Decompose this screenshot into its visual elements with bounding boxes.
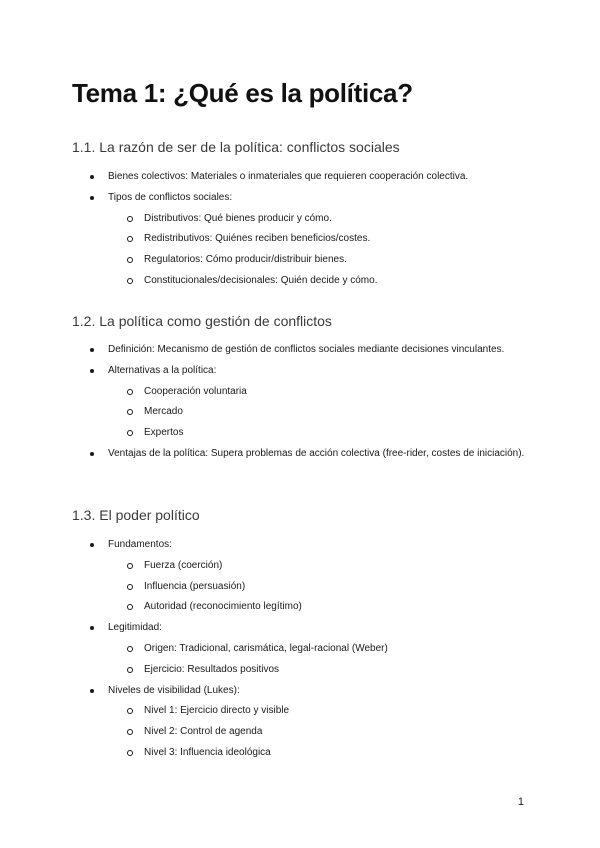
sub-list-item: Regulatorios: Cómo producir/distribuir bienes. <box>108 250 528 271</box>
sub-bullet-list <box>108 701 528 763</box>
sub-list-item: Fuerza (coerción) <box>108 556 528 577</box>
section-1-1 <box>72 138 528 292</box>
sub-bullet-list <box>108 639 528 681</box>
sub-list-item: Nivel 2: Control de agenda <box>108 722 528 743</box>
bullet-list <box>72 535 528 764</box>
list-item <box>72 188 528 292</box>
bullet-list <box>72 167 528 292</box>
list-item <box>72 535 528 618</box>
sub-list-item: Autoridad (reconocimiento legítimo) <box>108 597 528 618</box>
list-item-text: Ventajas de la política: Supera problemas de acción colectiva (free-rider, costes de iniciación). <box>108 447 525 459</box>
sub-list-item: Influencia (persuasión) <box>108 577 528 598</box>
sub-bullet-list <box>108 382 528 444</box>
list-item <box>72 167 528 188</box>
list-item <box>72 444 528 465</box>
list-item-text: Tipos de conflictos sociales: <box>108 191 233 203</box>
sub-list-item: Nivel 3: Influencia ideológica <box>108 743 528 764</box>
sub-list-item: Expertos <box>108 423 528 444</box>
list-item-text: Bienes colectivos: Materiales o inmateriales que requieren cooperación colectiva. <box>108 171 469 182</box>
sub-list-item: Nivel 1: Ejercicio directo y visible <box>108 701 528 722</box>
section-heading: 1.2. La política como gestión de conflictos <box>72 313 332 329</box>
list-item <box>72 340 528 361</box>
sub-list-item: Constitucionales/decisionales: Quién decide y cómo. <box>108 271 528 292</box>
list-item <box>72 618 528 680</box>
sub-list-item: Origen: Tradicional, carismática, legal-racional (Weber) <box>108 639 528 660</box>
bullet-list <box>72 340 528 465</box>
list-item <box>72 361 528 444</box>
section-1-3 <box>72 506 528 764</box>
list-item-text: Definición: Mecanismo de gestión de conflictos sociales mediante decisiones vinculantes. <box>108 344 505 355</box>
sub-list-item: Distributivos: Qué bienes producir y cómo. <box>108 209 528 230</box>
sub-bullet-list <box>108 556 528 618</box>
section-1-2 <box>72 312 528 465</box>
list-item-text: Niveles de visibilidad (Lukes): <box>108 684 240 696</box>
page-number: 1 <box>517 796 524 808</box>
sub-list-item: Cooperación voluntaria <box>108 382 528 403</box>
list-item-text: Legitimidad: <box>108 622 162 634</box>
section-heading: 1.3. El poder político <box>72 507 200 523</box>
sub-bullet-list <box>108 209 528 292</box>
sub-list-item: Redistributivos: Quiénes reciben beneficios/costes. <box>108 229 528 250</box>
sub-list-item: Mercado <box>108 402 528 423</box>
section-heading: 1.1. La razón de ser de la política: conflictos sociales <box>72 139 400 155</box>
page-title: Tema 1: ¿Qué es la política? <box>72 78 413 108</box>
list-item-text: Alternativas a la política: <box>108 364 217 376</box>
document-page <box>72 0 528 848</box>
list-item <box>72 681 528 764</box>
sub-list-item: Ejercicio: Resultados positivos <box>108 660 528 681</box>
list-item-text: Fundamentos: <box>108 539 172 550</box>
